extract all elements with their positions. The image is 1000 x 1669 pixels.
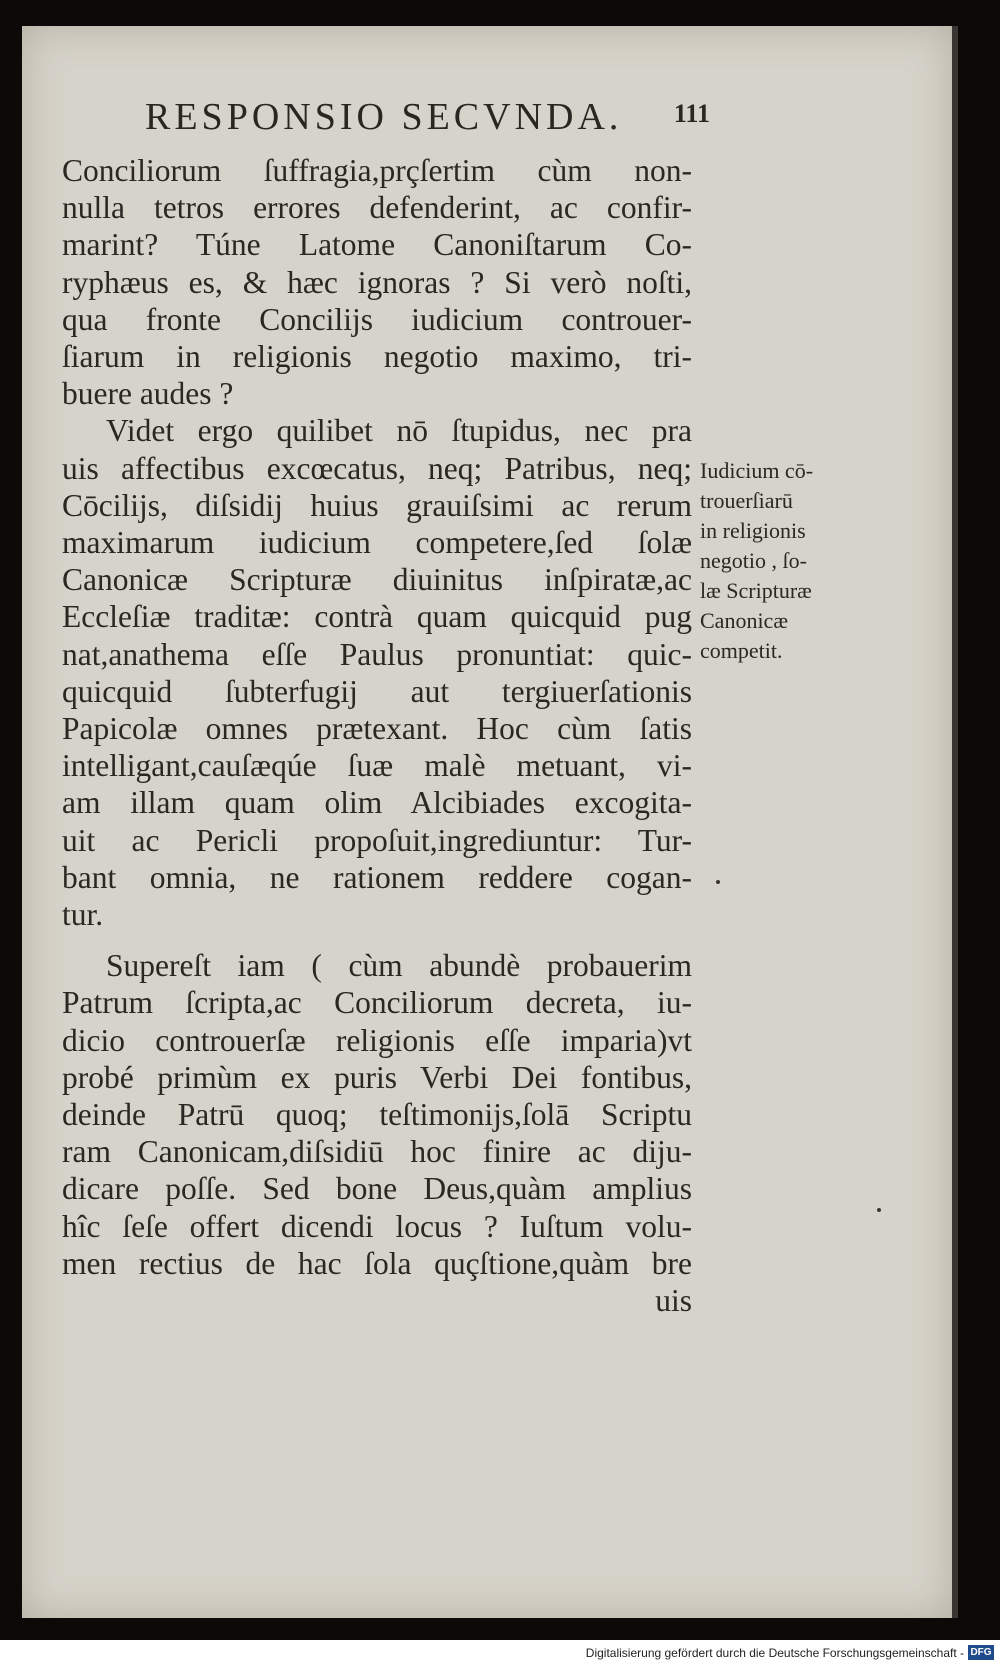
margin-note-line: trouerſiarū [700,488,793,513]
text-line: intelligant,cauſæqúe ſuæ malè metuant, vi- [62,748,692,784]
text-line: Videt ergo quilibet nō ſtupidus, nec pra [106,413,692,449]
margin-note-line: Canonicæ [700,608,788,633]
folio-number: 111 [673,99,710,128]
page-header [120,85,710,145]
text-line: ram Canonicam,diſsidiū hoc finire ac diju- [62,1134,692,1170]
text-line: marint? Túne Latome Canoniſtarum Co- [62,227,692,263]
funding-credit: Digitalisierung gefördert durch die Deutsche Forschungsgemeinschaft - [585,1646,964,1660]
margin-note-line: læ Scripturæ [700,578,812,603]
text-line: Cōcilijs, diſsidij huius grauiſsimi ac rerum [62,487,692,523]
page-edge [952,26,958,1618]
text-line: Canonicæ Scripturæ diuinitus inſpiratæ,ac [62,562,692,598]
paragraph-gap [62,933,692,947]
text-line: uis affectibus excœcatus, neq; Patribus, neq; [62,450,692,486]
text-line: nat,anathema eſſe Paulus pronuntiat: quic- [62,636,692,672]
text-line: Eccleſiæ traditæ: contrà quam quicquid pug [62,599,692,635]
text-line: qua fronte Concilijs iudicium controuer- [62,301,692,337]
footer-bar [0,1640,1000,1669]
text-line: quicquid ſubterfugij aut tergiuerſationis [62,673,692,709]
text-line: am illam quam olim Alcibiades excogita- [62,785,692,821]
text-line: Supereſt iam ( cùm abundè probauerim [106,948,692,984]
margin-note-line: negotio , ſo- [700,548,807,573]
text-line: dicio controuerſæ religionis eſſe imparia)vt [62,1022,692,1058]
margin-note [700,456,870,666]
text-line: buere audes ? [62,376,234,412]
text-line: bant omnia, ne rationem reddere cogan- [62,859,692,895]
text-line: deinde Patrū quoq; teſtimonijs,ſolā Scriptu [62,1097,692,1133]
text-line: tur. [62,897,104,933]
text-line: hîc ſeſe offert dicendi locus ? Iuſtum volu- [62,1208,692,1244]
text-line: dicare poſſe. Sed bone Deus,quàm amplius [62,1171,692,1207]
text-line: nulla tetros errores defenderint, ac confir- [62,190,692,226]
running-title: RESPONSIO SECVNDA. [145,96,623,138]
text-line: maximarum iudicium competere,ſed ſolæ [62,525,692,561]
text-line: Conciliorum ſuffragia,prçſertim cùm non- [62,153,692,188]
margin-note-line: in religionis [700,518,806,543]
paper-speck [716,880,720,884]
main-text-block [62,152,692,1319]
paper-speck [877,1208,881,1212]
text-line: ſiarum in religionis negotio maximo, tri- [62,339,692,375]
text-line: ryphæus es, & hæc ignoras ? Si verò noſti, [62,264,692,300]
margin-note-line: competit. [700,638,783,663]
dfg-logo: DFG [968,1645,994,1660]
text-line: men rectius de hac ſola quçſtione,quàm bre [62,1245,692,1281]
margin-note-line: Iudicium cō- [700,458,814,483]
text-line: uit ac Pericli propoſuit,ingrediuntur: Tur- [62,822,692,858]
text-line: Papicolæ omnes prætexant. Hoc cùm ſatis [62,711,692,747]
text-line: Patrum ſcripta,ac Conciliorum decreta, iu- [62,985,692,1021]
catchword: uis [655,1283,692,1319]
text-line: probé primùm ex puris Verbi Dei fontibus, [62,1059,692,1095]
